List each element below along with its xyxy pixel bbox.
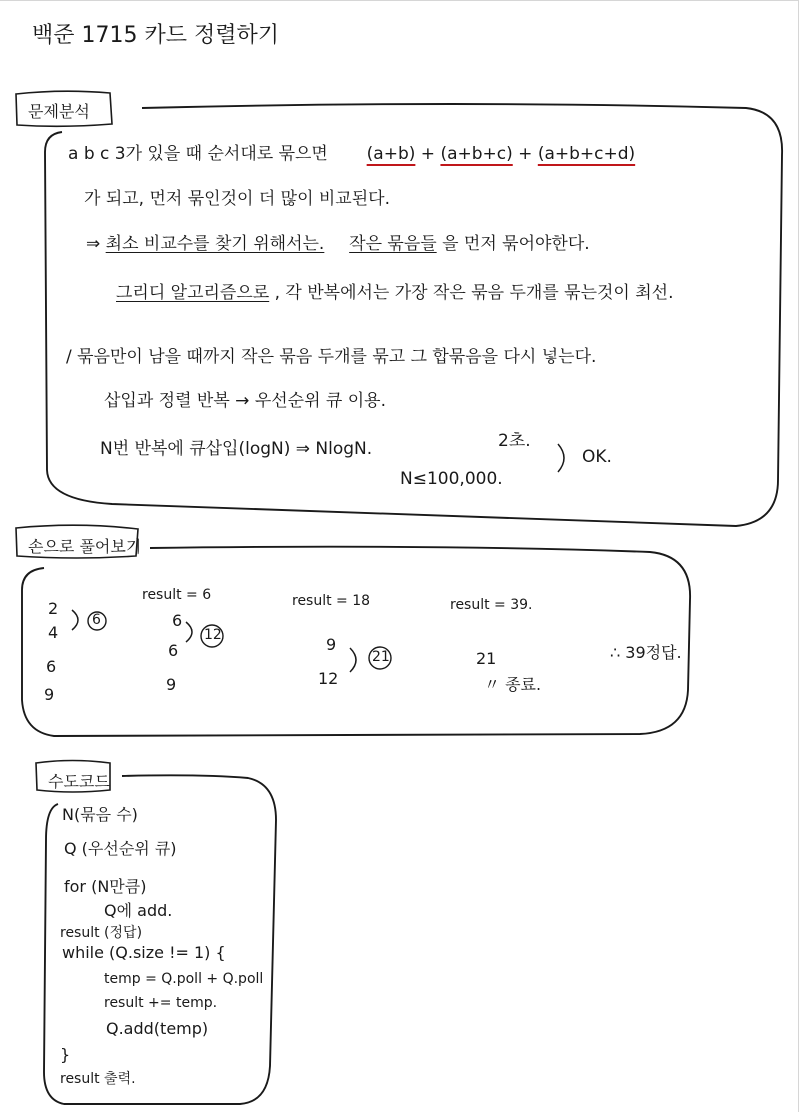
line5-slash: / xyxy=(66,347,72,367)
trace-box xyxy=(22,547,690,736)
pseudo-line-9: Q.add(temp) xyxy=(106,1019,209,1038)
line1-plus-1: + xyxy=(420,144,436,164)
line5-text: 묶음만이 남을 때까지 작은 묶음 두개를 묶고 그 합묶음을 다시 넣는다. xyxy=(77,347,597,367)
analysis-line-4 xyxy=(116,284,674,303)
line3-min-compare: 최소 비교수를 찾기 위해서는. xyxy=(105,234,325,254)
pseudo-line-11: result 출력. xyxy=(60,1071,136,1087)
trace-step2-rest: 9 xyxy=(166,675,177,694)
analysis-line-6: 삽입과 정렬 반복 → 우선순위 큐 이용. xyxy=(104,391,386,411)
pseudo-line-5: result (정답) xyxy=(60,925,143,941)
pseudocode-heading: 수도코드 xyxy=(48,772,110,791)
trace-step1-sum: 6 xyxy=(92,612,101,628)
line1-term-1: (a+b) xyxy=(366,144,416,164)
trace-step3-b: 12 xyxy=(318,669,339,688)
pseudo-line-7: temp = Q.poll + Q.poll xyxy=(104,971,264,987)
pseudo-line-4: Q에 add. xyxy=(104,901,173,920)
analysis-box xyxy=(45,104,782,526)
analysis-line-3 xyxy=(86,235,590,254)
implies-arrow: ⇒ xyxy=(86,234,101,254)
line1-term-3: (a+b+c+d) xyxy=(537,144,636,164)
analysis-line-5 xyxy=(66,348,596,367)
pseudo-line-8: result += temp. xyxy=(104,995,218,1011)
pseudo-line-10: } xyxy=(60,1045,71,1064)
trace-step3-result: result = 18 xyxy=(292,593,371,609)
analysis-line-7: N번 반복에 큐삽입(logN) ⇒ NlogN. xyxy=(100,439,373,459)
trace-step2-sum: 12 xyxy=(204,627,222,643)
trace-step1-b: 4 xyxy=(48,623,59,642)
trace-step3-a: 9 xyxy=(326,635,337,654)
line1-term-2: (a+b+c) xyxy=(440,144,513,164)
analysis-line-1 xyxy=(68,145,635,164)
ok-bracket xyxy=(558,444,564,472)
trace-step1-rest-2: 9 xyxy=(44,685,55,704)
line1-plus-2: + xyxy=(518,144,533,164)
page-title: 백준 1715 카드 정렬하기 xyxy=(32,23,279,48)
line4-greedy: 그리디 알고리즘으로 xyxy=(116,283,270,303)
trace-bracket-3 xyxy=(350,648,356,672)
trace-heading: 손으로 풀어보기 xyxy=(28,537,142,556)
line3-merge-first: 을 먼저 묶어야한다. xyxy=(442,234,590,254)
trace-step2-a: 6 xyxy=(172,611,183,630)
line3-small-groups: 작은 묶음들 xyxy=(349,234,437,254)
trace-step2-b: 6 xyxy=(168,641,179,660)
line4-rest: , 각 반복에서는 가장 작은 묶음 두개를 묶는것이 최선. xyxy=(274,283,674,303)
trace-answer: ∴ 39정답. xyxy=(610,643,682,662)
analysis-heading: 문제분석 xyxy=(28,102,90,121)
pseudo-line-3: for (N만큼) xyxy=(64,877,147,896)
pseudo-line-2: Q (우선순위 큐) xyxy=(64,839,177,858)
analysis-line-2: 가 되고, 먼저 묶인것이 더 많이 비교된다. xyxy=(84,189,390,209)
trace-step1-a: 2 xyxy=(48,599,59,618)
trace-step4-result: result = 39. xyxy=(450,597,533,613)
trace-step3-sum: 21 xyxy=(372,649,390,665)
time-limit: 2초. xyxy=(498,431,531,451)
trace-step4-end: 〃 종료. xyxy=(484,675,542,694)
trace-step4-remain: 21 xyxy=(476,649,497,668)
trace-bracket-2 xyxy=(186,622,192,642)
trace-step1-rest-1: 6 xyxy=(46,657,57,676)
line1-prefix: a b c 3가 있을 때 순서대로 묶으면 xyxy=(68,144,328,164)
pseudo-line-1: N(묶음 수) xyxy=(62,805,138,824)
pseudo-line-6: while (Q.size != 1) { xyxy=(62,943,226,962)
trace-bracket-1 xyxy=(72,610,78,630)
trace-step2-result: result = 6 xyxy=(142,587,212,603)
complexity-verdict: OK. xyxy=(582,447,612,467)
constraint-n: N≤100,000. xyxy=(400,469,503,489)
